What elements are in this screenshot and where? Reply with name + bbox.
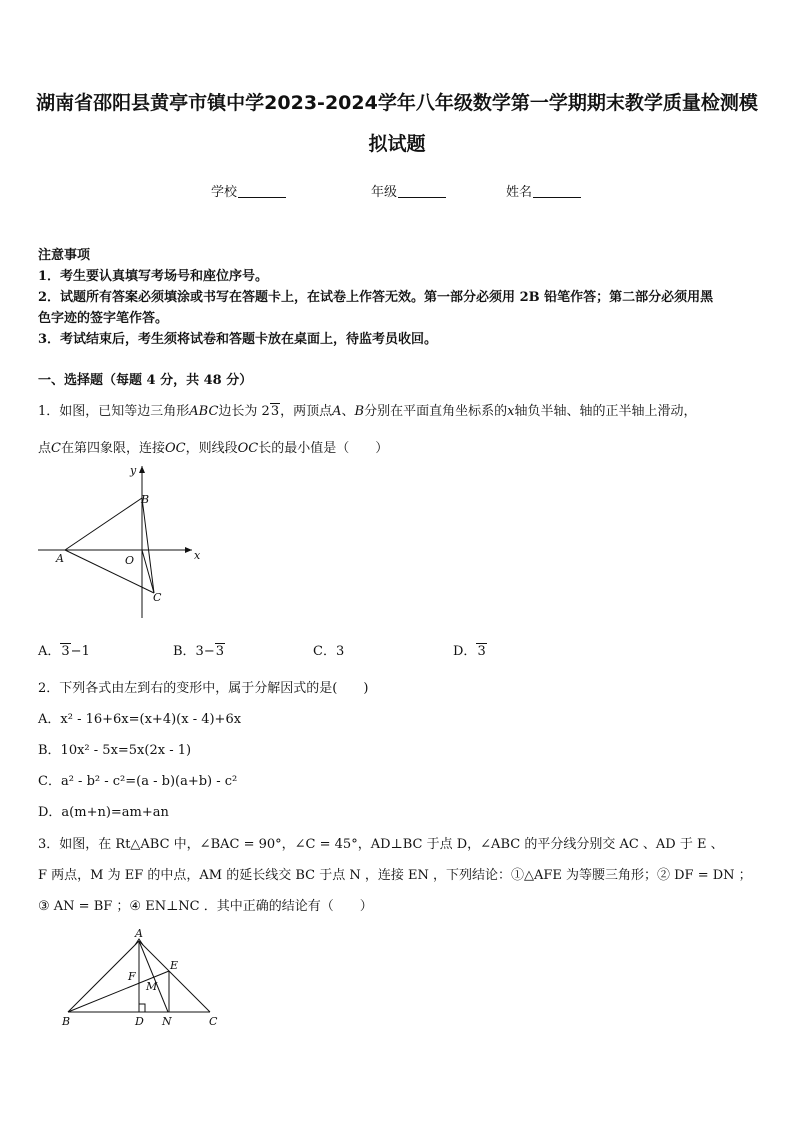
q1-text: 轴负半轴、轴的正半轴上滑动，: [514, 404, 697, 419]
q2-stem: 2．下列各式由左到右的变形中，属于分解因式的是( ): [38, 681, 369, 696]
label-a: A: [135, 927, 143, 940]
q1-oc: OC: [164, 441, 186, 456]
q1-text: 、: [341, 404, 355, 419]
segment-ac: [65, 550, 154, 593]
label-c: C: [153, 591, 162, 604]
q1-stem-line2: [38, 437, 388, 456]
q1-figure: [34, 460, 214, 622]
q3-stem-line1: 3．如图，在 Rt△ABC 中，∠BAC = 90°，∠C = 45°，AD⊥BC 于点 D，∠ABC 的平分线分别交 AC 、AD 于 E 、: [38, 837, 724, 852]
name-blank: [533, 185, 581, 198]
q1-stem-line1: [38, 400, 696, 419]
label-c: C: [209, 1015, 218, 1028]
option-label: C．3: [313, 644, 345, 659]
q1-oc: OC: [237, 441, 259, 456]
q1-text: ，则线段: [185, 441, 238, 456]
q1-text: 长的最小值是（ ）: [258, 441, 389, 456]
q1-abc: ABC: [189, 404, 219, 419]
label-m: M: [146, 980, 158, 993]
q3-stem-line2: F 两点，M 为 EF 的中点，AM 的延长线交 BC 于点 N ，连接 EN ，下列结论：①△AFE 为等腰三角形；② DF = DN ；: [38, 868, 752, 883]
q1-text: 边长为 2: [218, 404, 270, 419]
label-b: B: [141, 493, 150, 506]
name-field: [506, 181, 581, 200]
note-item: 1．考生要认真填写考场号和座位序号。: [38, 269, 269, 284]
school-blank: [238, 185, 286, 198]
label-b: B: [62, 1015, 71, 1028]
label-d: D: [135, 1015, 144, 1028]
label-o: O: [125, 554, 135, 567]
section-heading: 一、选择题（每题 4 分，共 48 分）: [38, 373, 253, 388]
note-item: 2．试题所有答案必须填涂或书写在答题卡上，在试卷上作答无效。第一部分必须用 2B 铅笔作答；第二部分必须用黑: [38, 290, 714, 305]
q1-option-a[interactable]: [38, 640, 90, 659]
q3-figure: [58, 924, 228, 1032]
q2-option-c[interactable]: C．a² - b² - c²=(a - b)(a+b) - c²: [38, 774, 238, 789]
q3-stem-line3: ③ AN = BF ；④ EN⊥NC ．其中正确的结论有（ ）: [38, 899, 373, 914]
right-angle-mark: [139, 1004, 145, 1012]
q1-option-d[interactable]: [453, 640, 487, 659]
label-e: E: [170, 959, 179, 972]
segment-ac: [139, 941, 210, 1012]
q1-text: 点: [38, 441, 52, 456]
option-sqrt: 3: [61, 644, 70, 659]
q1-x: x: [507, 404, 515, 419]
segment-bc: [142, 498, 154, 593]
q1-point-a: A: [332, 404, 342, 419]
option-sqrt: 3: [477, 644, 486, 659]
q2-option-b[interactable]: B．10x² - 5x=5x(2x - 1): [38, 743, 192, 758]
grade-label: 年级: [371, 185, 398, 200]
segment-an: [139, 941, 168, 1012]
q1-option-c[interactable]: [313, 640, 344, 659]
notes-heading: 注意事项: [38, 248, 91, 263]
exam-title-line1: 湖南省邵阳县黄亭市镇中学2023-2024学年八年级数学第一学期期末教学质量检测模: [36, 92, 758, 114]
option-label: D．: [453, 644, 477, 659]
note-item: 3．考试结束后，考生须将试卷和答题卡放在桌面上，待监考员收回。: [38, 332, 438, 347]
school-field: [211, 181, 286, 200]
q2-option-d[interactable]: D．a(m+n)=am+an: [38, 805, 169, 820]
option-label: A．: [38, 644, 61, 659]
q1-text: 1．如图，已知等边三角形: [38, 404, 190, 419]
name-label: 姓名: [506, 185, 533, 200]
school-label: 学校: [211, 185, 238, 200]
q1-text: ，两顶点: [280, 404, 333, 419]
label-n: N: [162, 1015, 172, 1028]
label-a: A: [56, 552, 64, 565]
grade-field: [371, 181, 446, 200]
label-y: y: [130, 464, 137, 477]
segment-oc: [142, 550, 154, 593]
label-x: x: [194, 549, 201, 562]
y-axis-arrow: [139, 466, 145, 473]
grade-blank: [398, 185, 446, 198]
note-item: 色字迹的签字笔作答。: [38, 311, 169, 326]
q1-option-b[interactable]: [173, 640, 225, 659]
option-label: B．3−: [173, 644, 215, 659]
segment-ab: [65, 498, 142, 550]
x-axis-arrow: [185, 547, 192, 553]
exam-title-line2: 拟试题: [368, 133, 426, 155]
q1-sqrt: 3: [270, 404, 280, 419]
option-sqrt: 3: [215, 644, 224, 659]
q1-point-c: C: [51, 441, 61, 456]
label-f: F: [128, 970, 136, 983]
q1-point-b: B: [354, 404, 365, 419]
q2-option-a[interactable]: A．x² - 16+6x=(x+4)(x - 4)+6x: [38, 712, 242, 727]
option-text: −1: [70, 644, 90, 659]
q1-text: 在第四象限，连接: [60, 441, 165, 456]
q1-text: 分别在平面直角坐标系的: [364, 404, 508, 419]
